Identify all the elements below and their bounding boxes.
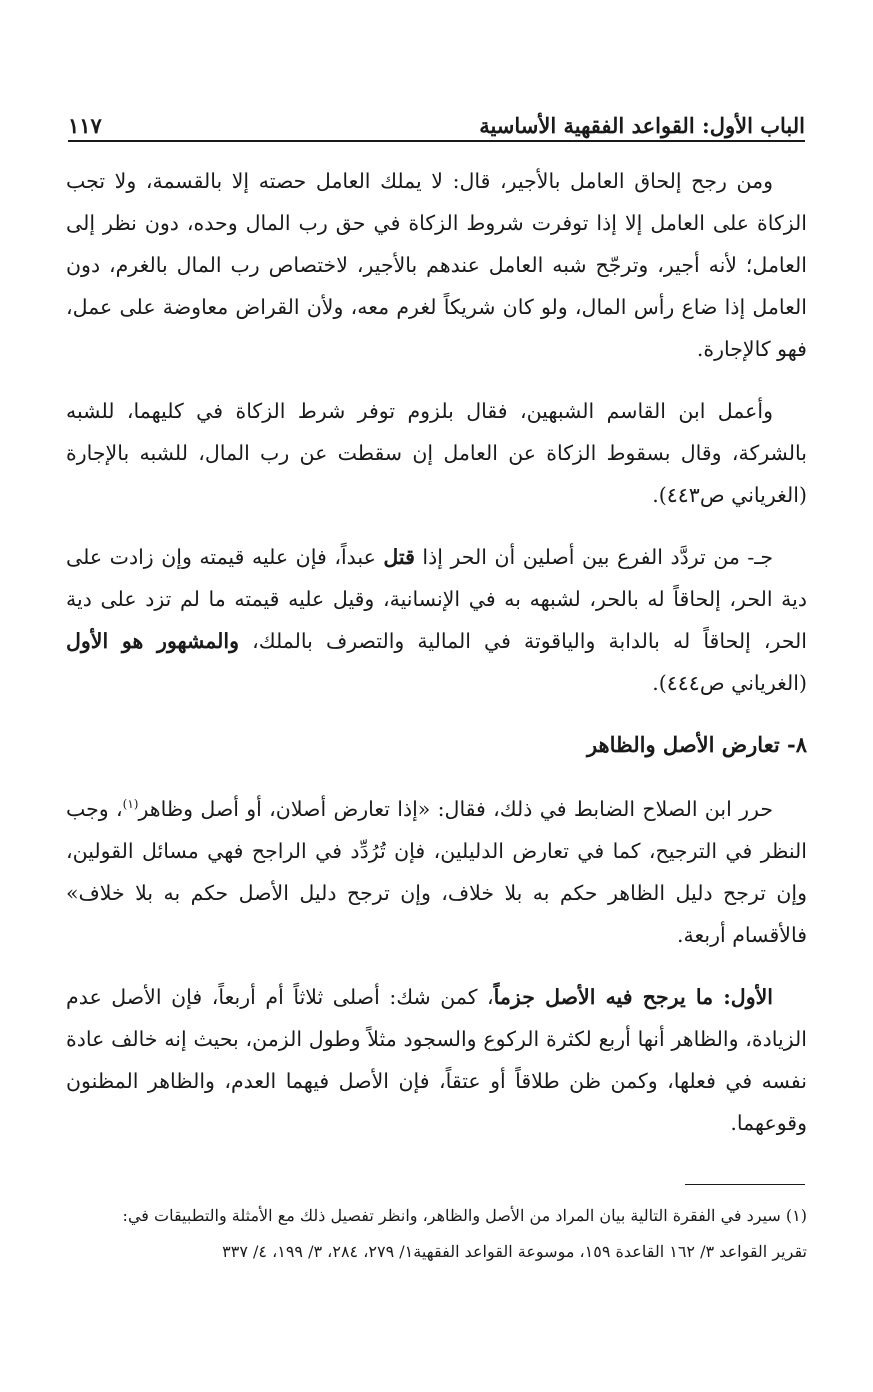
chapter-title: الباب الأول: القواعد الفقهية الأساسية (479, 113, 805, 138)
page-number: ١١٧ (68, 113, 102, 138)
header-rule (68, 140, 805, 142)
paragraph-5 (66, 976, 807, 1144)
p3-bold-a: قتل (383, 545, 415, 569)
paragraph-2: وأعمل ابن القاسم الشبهين، فقال بلزوم توفر شرط الزكاة في كليهما، للشبه بالشركة، وقال بسقوط الزكاة عن العامل إن سقطت عن رب المال، للشبه بالإجارة (الغرياني ص٤٤٣). (66, 399, 807, 507)
p3-text-c: (الغرياني ص٤٤٤). (652, 671, 807, 695)
footnote-1-line-1: (١) سيرد في الفقرة التالية بيان المراد من الأصل والظاهر، وانظر تفصيل ذلك مع الأمثلة والتطبيقات في: (122, 1206, 807, 1225)
paragraph-1: ومن رجح إلحاق العامل بالأجير، قال: لا يملك العامل حصته إلا بالقسمة، ولا تجب الزكاة على العامل إلا إذا توفرت شروط الزكاة في حق رب المال وحده، دون نظر إلى العامل؛ لأنه أجير، وترجّح شبه العامل عندهم بالأجير، لاختصاص رب المال بالغرم، دون العامل إذا ضاع رأس المال، ولو كان شريكاً لغرم معه، ولأن القراض معاوضة على عمل، فهو كالإجارة. (66, 169, 807, 361)
paragraph-4 (66, 788, 807, 956)
section-heading: ٨- تعارض الأصل والظاهر (586, 732, 807, 757)
p3-text-a: جـ- من تردَّد الفرع بين أصلين أن الحر إذا (414, 545, 773, 569)
footnote-1-line-2: تقرير القواعد ٣/ ١٦٢ القاعدة ١٥٩، موسوعة القواعد الفقهية١/ ٢٧٩، ٢٨٤، ٣/ ١٩٩، ٤/ ٣٣٧ (222, 1242, 807, 1261)
p4-text-a: حرر ابن الصلاح الضابط في ذلك، فقال: «إذا تعارض أصلان، أو أصل وظاهر (138, 797, 773, 821)
paragraph-3 (66, 536, 807, 704)
running-header (68, 98, 805, 138)
p5-text: ، كمن شك: أصلى ثلاثاً أم أربعاً، فإن الأصل عدم الزيادة، والظاهر أنها أربع لكثرة الركوع والسجود مثلاً وطول الزمن، بحيث إنه خالف عادة نفسه في فعلها، وكمن ظن طلاقاً أو عتقاً، فإن الأصل فيهما العدم، والظاهر المظنون وقوعهما. (66, 985, 807, 1135)
main-text (66, 160, 807, 1164)
p4-text-b: ، وجب النظر في الترجيح، كما في تعارض الدليلين، فإن تُرُدِّد في الراجح فهي مسائل القولين، وإن ترجح دليل الظاهر حكم به بلا خلاف، وإن ترجح دليل الأصل حكم به بلا خلاف» فالأقسام أربعة. (66, 797, 807, 947)
footnotes (66, 1198, 807, 1270)
footnote-rule (685, 1184, 805, 1185)
p3-bold-b: والمشهور هو الأول (66, 629, 239, 653)
p3-text-b: عبداً، فإن عليه قيمته وإن زادت على دية الحر، إلحاقاً له بالحر، لشبهه به في الإنسانية، وقيل عليه قيمته ما لم تزد على دية الحر، إلحاقاً له بالدابة والياقوتة في المالية والتصرف بالملك، (66, 545, 807, 653)
p5-bold: الأول: ما يرجح فيه الأصل جزماً (493, 985, 773, 1009)
footnote-ref-1[interactable]: (١) (122, 797, 139, 812)
